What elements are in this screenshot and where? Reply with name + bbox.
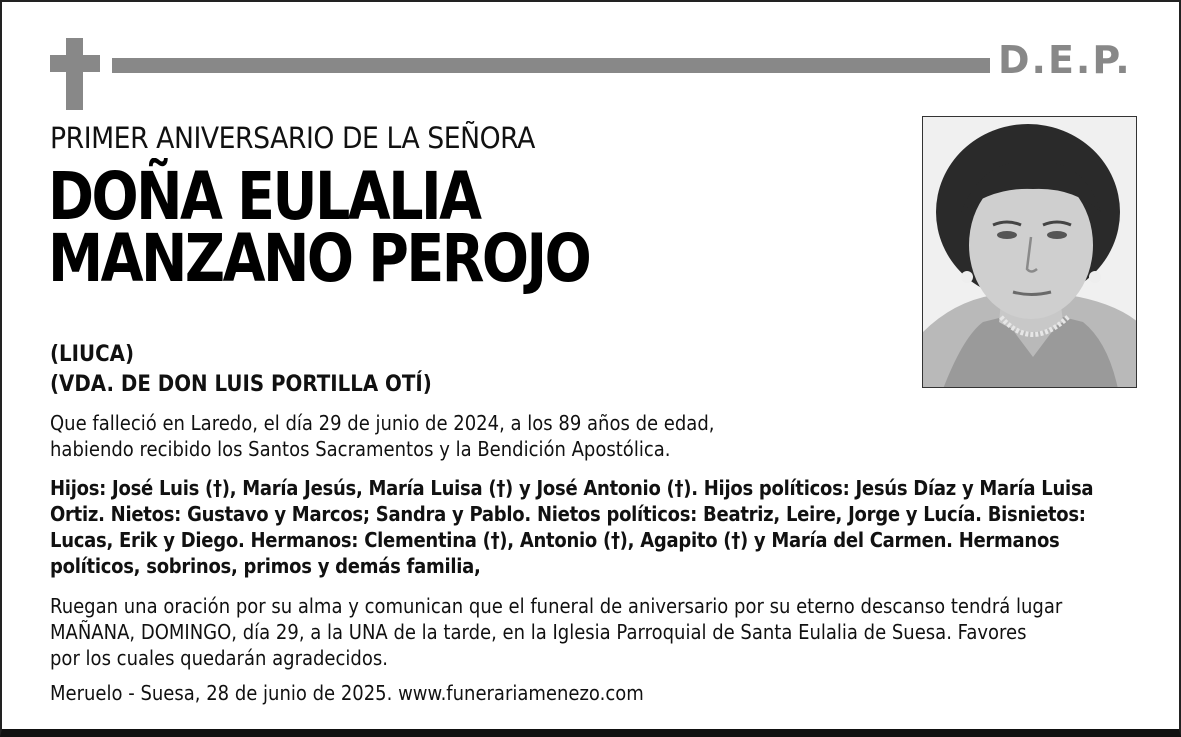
alias-block	[50, 340, 432, 400]
dep-label: D.E.P.	[998, 38, 1132, 82]
death-line-1: Que falleció en Laredo, el día 29 de junio de 2024, a los 89 años de edad,	[50, 411, 715, 435]
portrait-photo	[922, 116, 1137, 388]
request-paragraph	[50, 593, 1130, 671]
family-paragraph	[50, 475, 1130, 579]
header-rule	[112, 58, 990, 73]
cross-icon	[50, 38, 100, 110]
death-line-2: habiendo recibido los Santos Sacramentos y la Bendición Apostólica.	[50, 437, 671, 461]
family-line-2: Ortiz. Nietos: Gustavo y Marcos; Sandra y Pablo. Nietos políticos: Beatriz, Leire, Jorge y Lucía. Bisnietos:	[50, 502, 1086, 526]
family-line-1: Hijos: José Luis (†), María Jesús, María Luisa (†) y José Antonio (†). Hijos políticos: Jesús Díaz y María Luisa	[50, 476, 1094, 500]
footer-line: Meruelo - Suesa, 28 de junio de 2025. www.funerariamenezo.com	[50, 681, 644, 705]
family-line-4: políticos, sobrinos, primos y demás familia,	[50, 554, 481, 578]
family-line-3: Lucas, Erik y Diego. Hermanos: Clementina (†), Antonio (†), Agapito (†) y María del Carmen. Hermanos	[50, 528, 1060, 552]
name-line-2: MANZANO PEROJO	[48, 220, 590, 297]
deceased-name	[48, 158, 590, 297]
pre-title: PRIMER ANIVERSARIO DE LA SEÑORA	[50, 121, 535, 155]
request-line-1: Ruegan una oración por su alma y comunican que el funeral de aniversario por su eterno descanso tendrá lugar	[50, 594, 1063, 618]
nickname: (LIUCA)	[50, 342, 135, 367]
request-line-2: MAÑANA, DOMINGO, día 29, a la UNA de la tarde, en la Iglesia Parroquial de Santa Eulalia de Suesa. Favores	[50, 620, 1027, 644]
death-paragraph	[50, 410, 824, 462]
name-line-1: DOÑA EULALIA	[48, 158, 480, 235]
request-line-3: por los cuales quedarán agradecidos.	[50, 646, 388, 670]
widow-of: (VDA. DE DON LUIS PORTILLA OTÍ)	[50, 372, 432, 397]
